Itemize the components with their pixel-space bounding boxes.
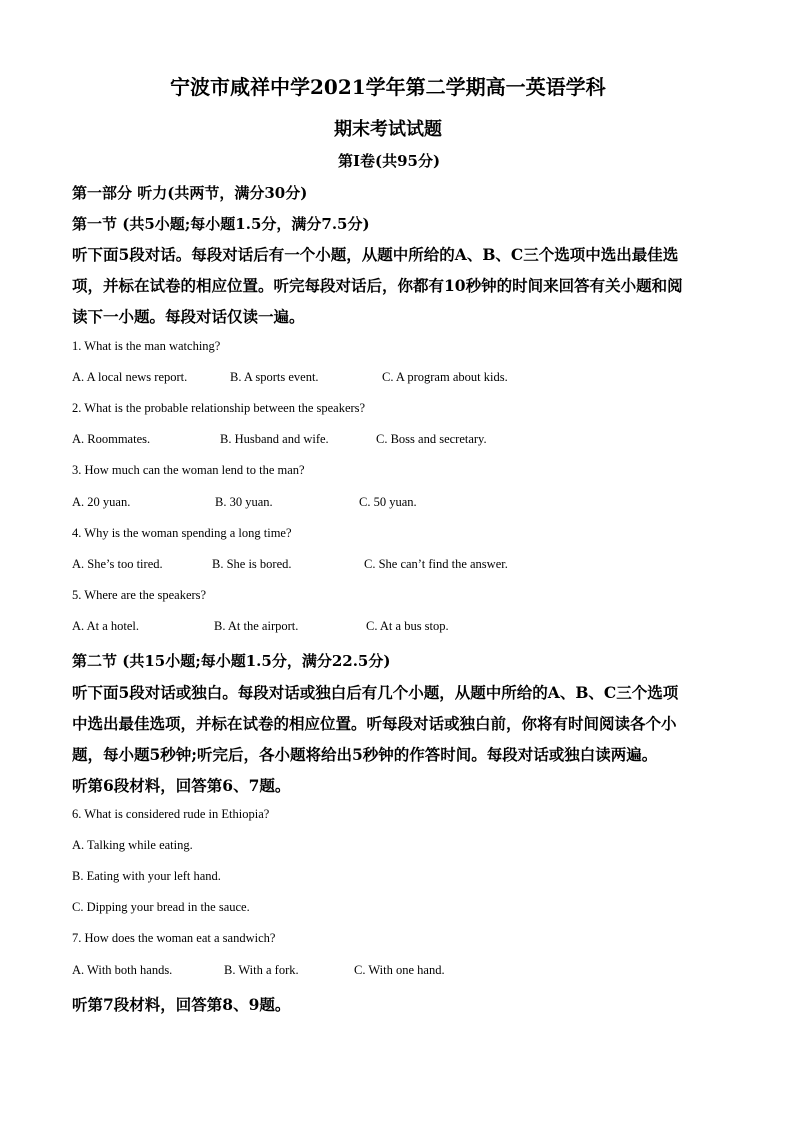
option-b: B. At the airport. xyxy=(214,619,299,633)
option-c: C. Boss and secretary. xyxy=(376,432,487,446)
part1-heading: 第一部分 听力(共两节，满分30分) xyxy=(72,184,308,202)
exam-title: 宁波市咸祥中学2021学年第二学期高一英语学科 xyxy=(170,75,606,99)
section1-instruction-line: 项，并标在试卷的相应位置。听完每段对话后，你都有10秒钟的时间来回答有关小题和阅 xyxy=(72,276,683,295)
option-a: A. 20 yuan. xyxy=(72,495,131,509)
option-b: B. With a fork. xyxy=(224,963,299,977)
option-a: A. Talking while eating. xyxy=(72,838,193,852)
question-stem: 4. Why is the woman spending a long time? xyxy=(72,526,292,540)
options-row xyxy=(72,495,592,511)
volume-label: 第I卷(共95分) xyxy=(338,152,441,170)
question-stem: 1. What is the man watching? xyxy=(72,339,221,353)
exam-subtitle: 期末考试试题 xyxy=(334,119,442,140)
option-b: B. She is bored. xyxy=(212,557,292,571)
options-row xyxy=(72,432,592,448)
section2-instruction-line: 题，每小题5秒钟;听完后，各小题将给出5秒钟的作答时间。每段对话或独白读两遍。 xyxy=(72,745,658,764)
option-a: A. Roommates. xyxy=(72,432,151,446)
option-a: A. With both hands. xyxy=(72,963,173,977)
option-b: B. 30 yuan. xyxy=(215,495,273,509)
section2-instruction-line: 听下面5段对话或独白。每段对话或独白后有几个小题，从题中所给的A、B、C三个选项 xyxy=(72,683,679,702)
option-c: C. At a bus stop. xyxy=(366,619,449,633)
question-stem: 6. What is considered rude in Ethiopia? xyxy=(72,807,270,821)
options-row xyxy=(72,619,592,635)
option-a: A. At a hotel. xyxy=(72,619,140,633)
option-a: A. A local news report. xyxy=(72,370,188,384)
section2-heading: 第二节 (共15小题;每小题1.5分，满分22.5分) xyxy=(72,652,391,670)
option-c: C. With one hand. xyxy=(354,963,445,977)
options-row xyxy=(72,370,592,386)
option-b: B. Eating with your left hand. xyxy=(72,869,221,883)
option-c: C. Dipping your bread in the sauce. xyxy=(72,900,250,914)
section2-instruction-line: 中选出最佳选项，并标在试卷的相应位置。听每段对话或独白前，你将有时间阅读各个小 xyxy=(72,714,677,733)
question-stem: 3. How much can the woman lend to the man? xyxy=(72,463,305,477)
option-c: C. 50 yuan. xyxy=(359,495,417,509)
material-6-heading: 听第6段材料，回答第6、7题。 xyxy=(72,776,291,795)
question-stem: 2. What is the probable relationship between the speakers? xyxy=(72,401,366,415)
question-stem: 5. Where are the speakers? xyxy=(72,588,207,602)
section1-heading: 第一节 (共5小题;每小题1.5分，满分7.5分) xyxy=(72,215,370,233)
option-c: C. A program about kids. xyxy=(382,370,508,384)
section1-instruction-line: 读下一小题。每段对话仅读一遍。 xyxy=(72,307,305,326)
options-row xyxy=(72,557,592,573)
option-c: C. She can’t find the answer. xyxy=(364,557,508,571)
option-b: B. A sports event. xyxy=(230,370,319,384)
option-a: A. She’s too tired. xyxy=(72,557,163,571)
question-stem: 7. How does the woman eat a sandwich? xyxy=(72,931,276,945)
options-row xyxy=(72,963,592,979)
option-b: B. Husband and wife. xyxy=(220,432,329,446)
section1-instruction-line: 听下面5段对话。每段对话后有一个小题，从题中所给的A、B、C三个选项中选出最佳选 xyxy=(72,245,679,264)
material-7-heading: 听第7段材料，回答第8、9题。 xyxy=(72,995,291,1014)
